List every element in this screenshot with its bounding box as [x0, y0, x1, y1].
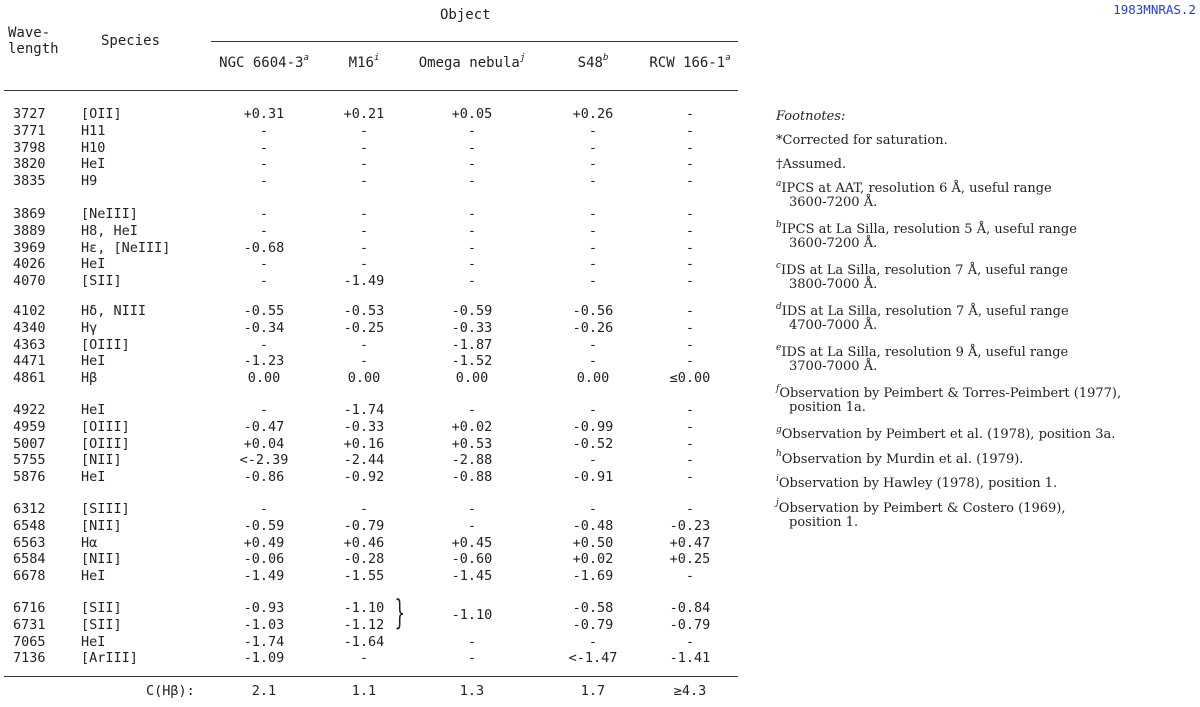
- column-header-note: j: [519, 53, 526, 64]
- row-value: -2.88: [451, 452, 493, 469]
- footnote-mark: d: [776, 301, 782, 312]
- row-value: +0.53: [451, 435, 493, 452]
- row-species: [SIII]: [81, 501, 130, 517]
- row-species: [SII]: [81, 600, 122, 616]
- column-header-name: M16: [348, 55, 374, 71]
- row-value: -: [685, 418, 695, 435]
- row-value: -: [359, 156, 369, 173]
- row-wavelength: 6563: [13, 534, 46, 551]
- row-value: -: [259, 273, 269, 290]
- row-value: -: [588, 206, 598, 222]
- row-value: -0.53: [343, 303, 385, 319]
- row-species: HeI: [81, 633, 106, 650]
- footnote-text: IPCS at La Silla, resolution 5 Å, useful range: [781, 222, 1077, 237]
- footnote-text: IDS at La Silla, resolution 7 Å, useful range: [781, 304, 1069, 319]
- row-value: -: [685, 633, 695, 650]
- row-value: <-1.47: [568, 650, 618, 667]
- row-value: -: [359, 206, 369, 222]
- row-species: [OIII]: [81, 336, 130, 353]
- row-value: -0.25: [343, 319, 385, 336]
- row-value: -: [359, 222, 369, 239]
- row-value: -: [467, 122, 477, 139]
- row-value: -: [685, 206, 695, 222]
- row-wavelength: 4102: [13, 303, 46, 319]
- row-value: -: [359, 501, 369, 517]
- row-wavelength: 4070: [13, 273, 46, 290]
- footnote-continuation: 3600-7200 Å.: [789, 195, 878, 210]
- row-species: H11: [81, 122, 106, 139]
- row-value: -: [588, 256, 598, 273]
- row-value: -: [588, 273, 598, 290]
- footnote-continuation: position 1.: [789, 514, 859, 530]
- row-value: -: [588, 173, 598, 190]
- column-header-name: RCW 166-1: [649, 55, 726, 71]
- row-value: -: [467, 501, 477, 517]
- footnote-mark: g: [776, 424, 782, 435]
- footnote: [776, 260, 1068, 278]
- row-species: Hα: [81, 534, 98, 551]
- row-value: -1.45: [451, 568, 493, 585]
- row-value: +0.02: [451, 418, 493, 435]
- column-header-note: b: [602, 53, 609, 64]
- row-value: -: [685, 336, 695, 353]
- row-wavelength: 4861: [13, 370, 46, 387]
- row-value: -1.74: [243, 633, 285, 650]
- row-species: HeI: [81, 402, 106, 418]
- footnote-mark: b: [776, 219, 782, 230]
- footnote-mark: e: [776, 342, 782, 353]
- row-value: -1.03: [243, 616, 285, 633]
- row-value: -: [259, 222, 269, 239]
- row-species: HeI: [81, 469, 106, 486]
- row-wavelength: 4363: [13, 336, 46, 353]
- row-value: -0.93: [243, 600, 285, 616]
- row-value: -0.48: [572, 517, 614, 534]
- row-value: ≤0.00: [669, 370, 711, 387]
- row-value: -0.68: [243, 239, 285, 256]
- row-value: -: [588, 452, 598, 469]
- row-value: -: [685, 173, 695, 190]
- row-value: -: [685, 139, 695, 156]
- row-value: -: [685, 106, 695, 122]
- row-species: Hβ: [81, 370, 98, 387]
- row-species: [OIII]: [81, 418, 130, 435]
- row-value: 0.00: [347, 370, 381, 387]
- row-value: -: [467, 222, 477, 239]
- row-value: -: [685, 156, 695, 173]
- row-value: -0.79: [343, 517, 385, 534]
- row-value: -: [467, 402, 477, 418]
- row-value: -: [685, 469, 695, 486]
- row-value: -: [588, 156, 598, 173]
- summary-value: 1.1: [351, 683, 377, 699]
- row-wavelength: 5007: [13, 435, 46, 452]
- footnote-continuation: 4700-7000 Å.: [789, 318, 878, 333]
- row-species: [OIII]: [81, 435, 130, 452]
- footnote-mark: i: [776, 473, 779, 484]
- footnote: [776, 424, 1116, 442]
- row-value: -: [588, 336, 598, 353]
- row-value: +0.50: [572, 534, 614, 551]
- row-wavelength: 6548: [13, 517, 46, 534]
- object-heading: Object: [440, 7, 491, 23]
- row-value: 0.00: [247, 370, 281, 387]
- row-value: -1.49: [243, 568, 285, 585]
- row-wavelength: 3771: [13, 122, 46, 139]
- column-header-name: S48: [577, 55, 603, 71]
- row-value: +0.04: [243, 435, 285, 452]
- row-value: -: [467, 173, 477, 190]
- row-wavelength: 4340: [13, 319, 46, 336]
- bibcode-badge: 1983MNRAS.2: [1113, 2, 1196, 17]
- row-value: -0.84: [669, 600, 711, 616]
- row-value: -: [359, 256, 369, 273]
- chb-label: C(Hβ):: [146, 683, 195, 699]
- row-wavelength: 4471: [13, 353, 46, 370]
- row-value: -1.69: [572, 568, 614, 585]
- row-value: -: [259, 139, 269, 156]
- row-value: -: [259, 156, 269, 173]
- row-wavelength: 3798: [13, 139, 46, 156]
- row-species: HeI: [81, 568, 106, 585]
- object-underline: [211, 41, 738, 42]
- row-value: -1.12: [343, 616, 385, 633]
- row-value: +0.16: [343, 435, 385, 452]
- footnote: [776, 498, 1066, 516]
- row-species: [SII]: [81, 616, 122, 633]
- footnote-text: Observation by Hawley (1978), position 1.: [778, 476, 1058, 491]
- row-value: +0.46: [343, 534, 385, 551]
- row-value: -0.88: [451, 469, 493, 486]
- footnote-text: Observation by Murdin et al. (1979).: [781, 451, 1024, 467]
- row-value: -: [588, 222, 598, 239]
- footnote-continuation: position 1a.: [789, 400, 866, 415]
- row-value: -1.55: [343, 568, 385, 585]
- row-wavelength: 7065: [13, 633, 46, 650]
- footnote-text: IPCS at AAT, resolution 6 Å, useful range: [781, 181, 1052, 196]
- row-value: -1.64: [343, 633, 385, 650]
- footnote-mark: *: [776, 133, 783, 148]
- row-value: -: [588, 353, 598, 370]
- footnote-text: Corrected for saturation.: [782, 133, 948, 148]
- row-value: -1.41: [669, 650, 711, 667]
- species-heading: Species: [101, 33, 161, 49]
- footnote: [776, 449, 1024, 467]
- row-wavelength: 7136: [13, 650, 46, 667]
- footnote: [776, 301, 1069, 319]
- footnote-mark: †: [776, 157, 783, 172]
- column-header-name: NGC 6604-3: [219, 55, 304, 71]
- row-wavelength: 4959: [13, 418, 46, 435]
- row-value: -: [359, 650, 369, 667]
- row-value: -: [588, 122, 598, 139]
- row-value: -: [685, 452, 695, 469]
- row-value: -0.91: [572, 469, 614, 486]
- row-value: -: [588, 501, 598, 517]
- row-wavelength: 6731: [13, 616, 46, 633]
- summary-value: 1.7: [580, 683, 606, 699]
- footnote-text: Observation by Peimbert & Costero (1969),: [778, 500, 1066, 516]
- row-wavelength: 4026: [13, 256, 46, 273]
- footnote-mark: j: [776, 498, 779, 509]
- row-value: -0.79: [669, 616, 711, 633]
- row-value: -0.79: [572, 616, 614, 633]
- row-value: -: [685, 319, 695, 336]
- row-value: -: [685, 273, 695, 290]
- summary-value: ≥4.3: [673, 683, 707, 699]
- row-value: +0.47: [669, 534, 711, 551]
- header-rule: [4, 90, 738, 91]
- column-header-note: a: [303, 53, 309, 64]
- row-value: -: [467, 156, 477, 173]
- row-species: H9: [81, 173, 98, 190]
- row-value: -: [467, 650, 477, 667]
- row-value: +0.49: [243, 534, 285, 551]
- row-value: -: [359, 239, 369, 256]
- row-value: -: [685, 353, 695, 370]
- row-value: -: [588, 633, 598, 650]
- row-value: -: [359, 139, 369, 156]
- row-value: +0.26: [572, 106, 614, 122]
- row-species: Hε, [NeIII]: [81, 239, 171, 256]
- row-value: -: [359, 122, 369, 139]
- footnote-text: Observation by Peimbert & Torres-Peimbert (1977),: [779, 386, 1122, 401]
- row-value: -: [359, 353, 369, 370]
- footnote-text: Assumed.: [782, 157, 847, 172]
- row-value: -0.59: [243, 517, 285, 534]
- row-value: -1.49: [343, 273, 385, 290]
- row-value: -0.56: [572, 303, 614, 319]
- row-value: -: [467, 633, 477, 650]
- footnote: [776, 178, 1052, 196]
- footnote: [776, 219, 1077, 237]
- row-value: -0.60: [451, 551, 493, 568]
- row-value: -: [259, 501, 269, 517]
- footnote-text: Observation by Peimbert et al. (1978), position 3a.: [781, 427, 1116, 442]
- row-value: -1.23: [243, 353, 285, 370]
- column-header: [402, 55, 542, 71]
- sii-brace: }: [394, 593, 406, 633]
- column-header-note: i: [373, 53, 380, 64]
- row-wavelength: 3869: [13, 206, 46, 222]
- row-value: -: [259, 256, 269, 273]
- row-wavelength: 6716: [13, 600, 46, 616]
- row-species: H8, HeI: [81, 222, 138, 239]
- row-wavelength: 6584: [13, 551, 46, 568]
- footnotes-title: Footnotes:: [776, 109, 846, 124]
- row-wavelength: 3969: [13, 239, 46, 256]
- row-value: -0.26: [572, 319, 614, 336]
- row-value: -0.33: [343, 418, 385, 435]
- row-value: -0.28: [343, 551, 385, 568]
- wavelength-heading: Wave- length: [8, 25, 59, 57]
- column-header: [620, 55, 760, 71]
- row-value: -: [467, 239, 477, 256]
- row-wavelength: 5755: [13, 452, 46, 469]
- footnote-mark: f: [776, 383, 780, 394]
- row-value: -0.47: [243, 418, 285, 435]
- row-value: -: [685, 239, 695, 256]
- row-wavelength: 3835: [13, 173, 46, 190]
- row-value: -: [467, 256, 477, 273]
- row-value: -: [685, 435, 695, 452]
- row-value: -: [588, 139, 598, 156]
- row-value: -: [467, 517, 477, 534]
- row-value: -0.34: [243, 319, 285, 336]
- row-value: -: [467, 206, 477, 222]
- row-species: [SII]: [81, 273, 122, 290]
- footnote-text: IDS at La Silla, resolution 7 Å, useful range: [781, 263, 1068, 278]
- row-species: [NII]: [81, 517, 122, 534]
- row-species: HeI: [81, 256, 106, 273]
- row-species: H10: [81, 139, 106, 156]
- row-value: -0.86: [243, 469, 285, 486]
- row-value: -: [467, 273, 477, 290]
- footnote-mark: c: [776, 260, 782, 271]
- row-value: -: [685, 501, 695, 517]
- column-header-note: a: [725, 53, 731, 64]
- row-species: [OII]: [81, 106, 122, 122]
- footnote-continuation: 3800-7000 Å.: [789, 277, 878, 292]
- summary-value: 1.3: [459, 683, 485, 699]
- row-value: -: [685, 568, 695, 585]
- row-wavelength: 3727: [13, 106, 46, 122]
- row-value: -: [359, 336, 369, 353]
- footnote-mark: a: [776, 178, 782, 189]
- row-value: +0.05: [451, 106, 493, 122]
- row-species: HeI: [81, 156, 106, 173]
- row-value: -0.23: [669, 517, 711, 534]
- row-value: -: [685, 402, 695, 418]
- row-value: +0.25: [669, 551, 711, 568]
- row-species: Hγ: [81, 319, 98, 336]
- row-value: -: [588, 239, 598, 256]
- footnote: [776, 157, 846, 172]
- row-value: -0.92: [343, 469, 385, 486]
- row-value: -1.74: [343, 402, 385, 418]
- row-species: [ArIII]: [81, 650, 138, 667]
- row-value: -1.52: [451, 353, 493, 370]
- row-value: -: [259, 206, 269, 222]
- row-species: Hδ, NIII: [81, 303, 147, 319]
- row-value: -: [259, 402, 269, 418]
- row-species: [NII]: [81, 452, 122, 469]
- footnote-text: IDS at La Silla, resolution 9 Å, useful range: [781, 345, 1069, 360]
- row-value: -: [685, 222, 695, 239]
- row-value: -0.06: [243, 551, 285, 568]
- row-value: -: [588, 402, 598, 418]
- footnote: [776, 342, 1069, 360]
- row-wavelength: 3889: [13, 222, 46, 239]
- row-value: 0.00: [576, 370, 610, 387]
- row-wavelength: 6678: [13, 568, 46, 585]
- row-value: -: [259, 336, 269, 353]
- footnote-mark: h: [776, 449, 782, 460]
- row-value: -0.58: [572, 600, 614, 616]
- row-value: -0.33: [451, 319, 493, 336]
- row-wavelength: 4922: [13, 402, 46, 418]
- row-species: [NeIII]: [81, 206, 138, 222]
- footnote: [776, 473, 1058, 491]
- row-value: +0.21: [343, 106, 385, 122]
- row-wavelength: 5876: [13, 469, 46, 486]
- row-value: -: [259, 122, 269, 139]
- row-value: -0.59: [451, 303, 493, 319]
- merged-sii-value: -1.10: [451, 607, 493, 623]
- row-value: 0.00: [455, 370, 489, 387]
- row-wavelength: 3820: [13, 156, 46, 173]
- row-value: -2.44: [343, 452, 385, 469]
- column-header-name: Omega nebula: [418, 55, 520, 71]
- footnote: [776, 383, 1122, 401]
- row-wavelength: 6312: [13, 501, 46, 517]
- row-value: -: [259, 173, 269, 190]
- row-value: -1.10: [343, 600, 385, 616]
- summary-rule: [4, 676, 738, 677]
- row-value: -1.87: [451, 336, 493, 353]
- summary-value: 2.1: [251, 683, 277, 699]
- row-value: -0.52: [572, 435, 614, 452]
- row-value: -: [467, 139, 477, 156]
- footnote: [776, 133, 948, 148]
- row-value: -0.99: [572, 418, 614, 435]
- row-value: -0.55: [243, 303, 285, 319]
- row-value: -: [359, 173, 369, 190]
- row-value: -: [685, 256, 695, 273]
- row-value: <-2.39: [239, 452, 289, 469]
- row-value: +0.45: [451, 534, 493, 551]
- footnote-continuation: 3700-7000 Å.: [789, 359, 878, 374]
- row-value: -: [685, 303, 695, 319]
- row-value: -1.09: [243, 650, 285, 667]
- row-value: +0.31: [243, 106, 285, 122]
- row-species: [NII]: [81, 551, 122, 568]
- row-value: -: [685, 122, 695, 139]
- footnote-continuation: 3600-7200 Å.: [789, 236, 878, 251]
- row-value: +0.02: [572, 551, 614, 568]
- row-species: HeI: [81, 353, 106, 370]
